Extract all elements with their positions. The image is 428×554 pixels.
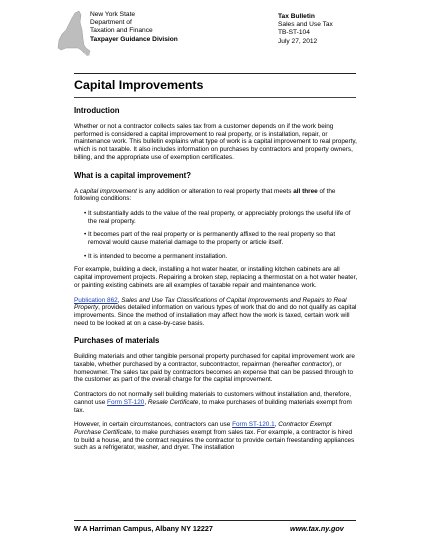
list-item: • It is intended to become a permanent installation. [84,252,228,260]
footer-divider [74,520,356,521]
bulletin-number: TB-ST-104 [278,29,310,37]
publication-862-link[interactable]: Publication 862 [74,296,118,304]
capital-improvement-term: capital improvement [79,187,137,195]
purchases-heading: Purchases of materials [74,336,160,346]
document-header [56,10,372,72]
bulletin-title: Tax Bulletin [278,13,315,20]
form-st-120-link[interactable]: Form ST-120 [107,398,145,406]
contractor-exempt-certificate-title: Contractor Exempt Purchase Certificate [74,421,332,436]
publication-paragraph: Publication 862, Sales and Use Tax Classifications of Capital Improvements and Repairs to Real Property, provides detailed information on various types of work that do and do not qualify as capital improvements. Since the method of installation may affect how the work is taxed, certain work will need to be looked at on a case-by-case basis. [74,296,357,327]
all-three-emphasis: all three [293,187,318,195]
agency-line-1: New York State [90,11,136,18]
introduction-paragraph: Whether or not a contractor collects sales tax from a customer depends on if the work being performed is considered a capital improvement to real property, or is installation, repair, or maintenance work. This bulletin explains what type of work is a capital improvement to real property, which is not taxable. It also includes information on purchases by contractors and property owners, billing, and the appropriate use of exemption certificates. [74,123,357,161]
purchases-paragraph-3: However, in certain circumstances, contractors can use Form ST-120.1, Contractor Exempt Purchase Certificate, to make purchases exempt from sales tax. For example, a contractor is hired to build a house, and the contract requires the contractor to provide certain freestanding appliances such as a refrigerator, washer, and dryer. The installation [74,421,355,452]
agency-division: Taxpayer Guidance Division [90,35,178,43]
definition-paragraph: A capital improvement is any addition or alteration to real property that meets all three of the following conditions: [74,187,336,203]
agency-name [90,11,178,44]
footer-address: W A Harriman Campus, Albany NY 12227 [74,524,213,533]
agency-line-3: Taxation and Finance [90,27,153,35]
form-st-120-1-link[interactable]: Form ST-120.1 [232,421,275,429]
conditions-list [74,210,358,261]
what-is-heading: What is a capital improvement? [74,170,191,180]
purchases-paragraph-1: Building materials and other tangible personal property purchased for capital improvement work are taxable, whether purchased by a contractor, subcontractor, repairman (hereafter contractor), or homeowner. The sales tax paid by contractors becomes an expense that can be passed through to the customer as part of the overall charge for the capital improvement. [74,353,355,384]
bulletin-info [278,13,333,46]
publication-title: Sales and Use Tax Classifications of Capital Improvements and Repairs to Real Property [74,296,347,312]
new-york-state-map-logo [56,10,92,58]
resale-certificate-title: Resale Certificate [147,398,199,406]
list-item: • It becomes part of the real property or is permanently affixed to the real property so that removal would cause material damage to the property or article itself. [84,231,336,247]
examples-paragraph: For example, building a deck, installing a hot water heater, or installing kitchen cabinets are all capital improvement projects. Repairing a broken step, replacing a thermostat on a hot water heater, or painting existing cabinets are all examples of taxable repair and maintenance work. [74,266,358,289]
bulletin-date: July 27, 2012 [278,37,318,45]
introduction-heading: Introduction [74,106,120,115]
purchases-paragraph-2: Contractors do not normally sell building materials to customers without installation and, therefore, cannot use Form ST-120, Resale Certificate, to make purchases of building materials exempt from tax. [74,391,352,414]
list-item: • It substantially adds to the value of the real property, or appreciably prolongs the useful life of the real property. [84,209,351,225]
footer-website: www.tax.ny.gov [290,524,344,533]
page-title: Capital Improvements [74,78,204,92]
agency-line-2: Department of [90,19,132,27]
contractor-term: contractor [301,361,331,369]
bulletin-subject: Sales and Use Tax [278,21,333,29]
header-divider [74,73,356,74]
document-body [74,106,358,459]
title-divider [74,97,356,98]
